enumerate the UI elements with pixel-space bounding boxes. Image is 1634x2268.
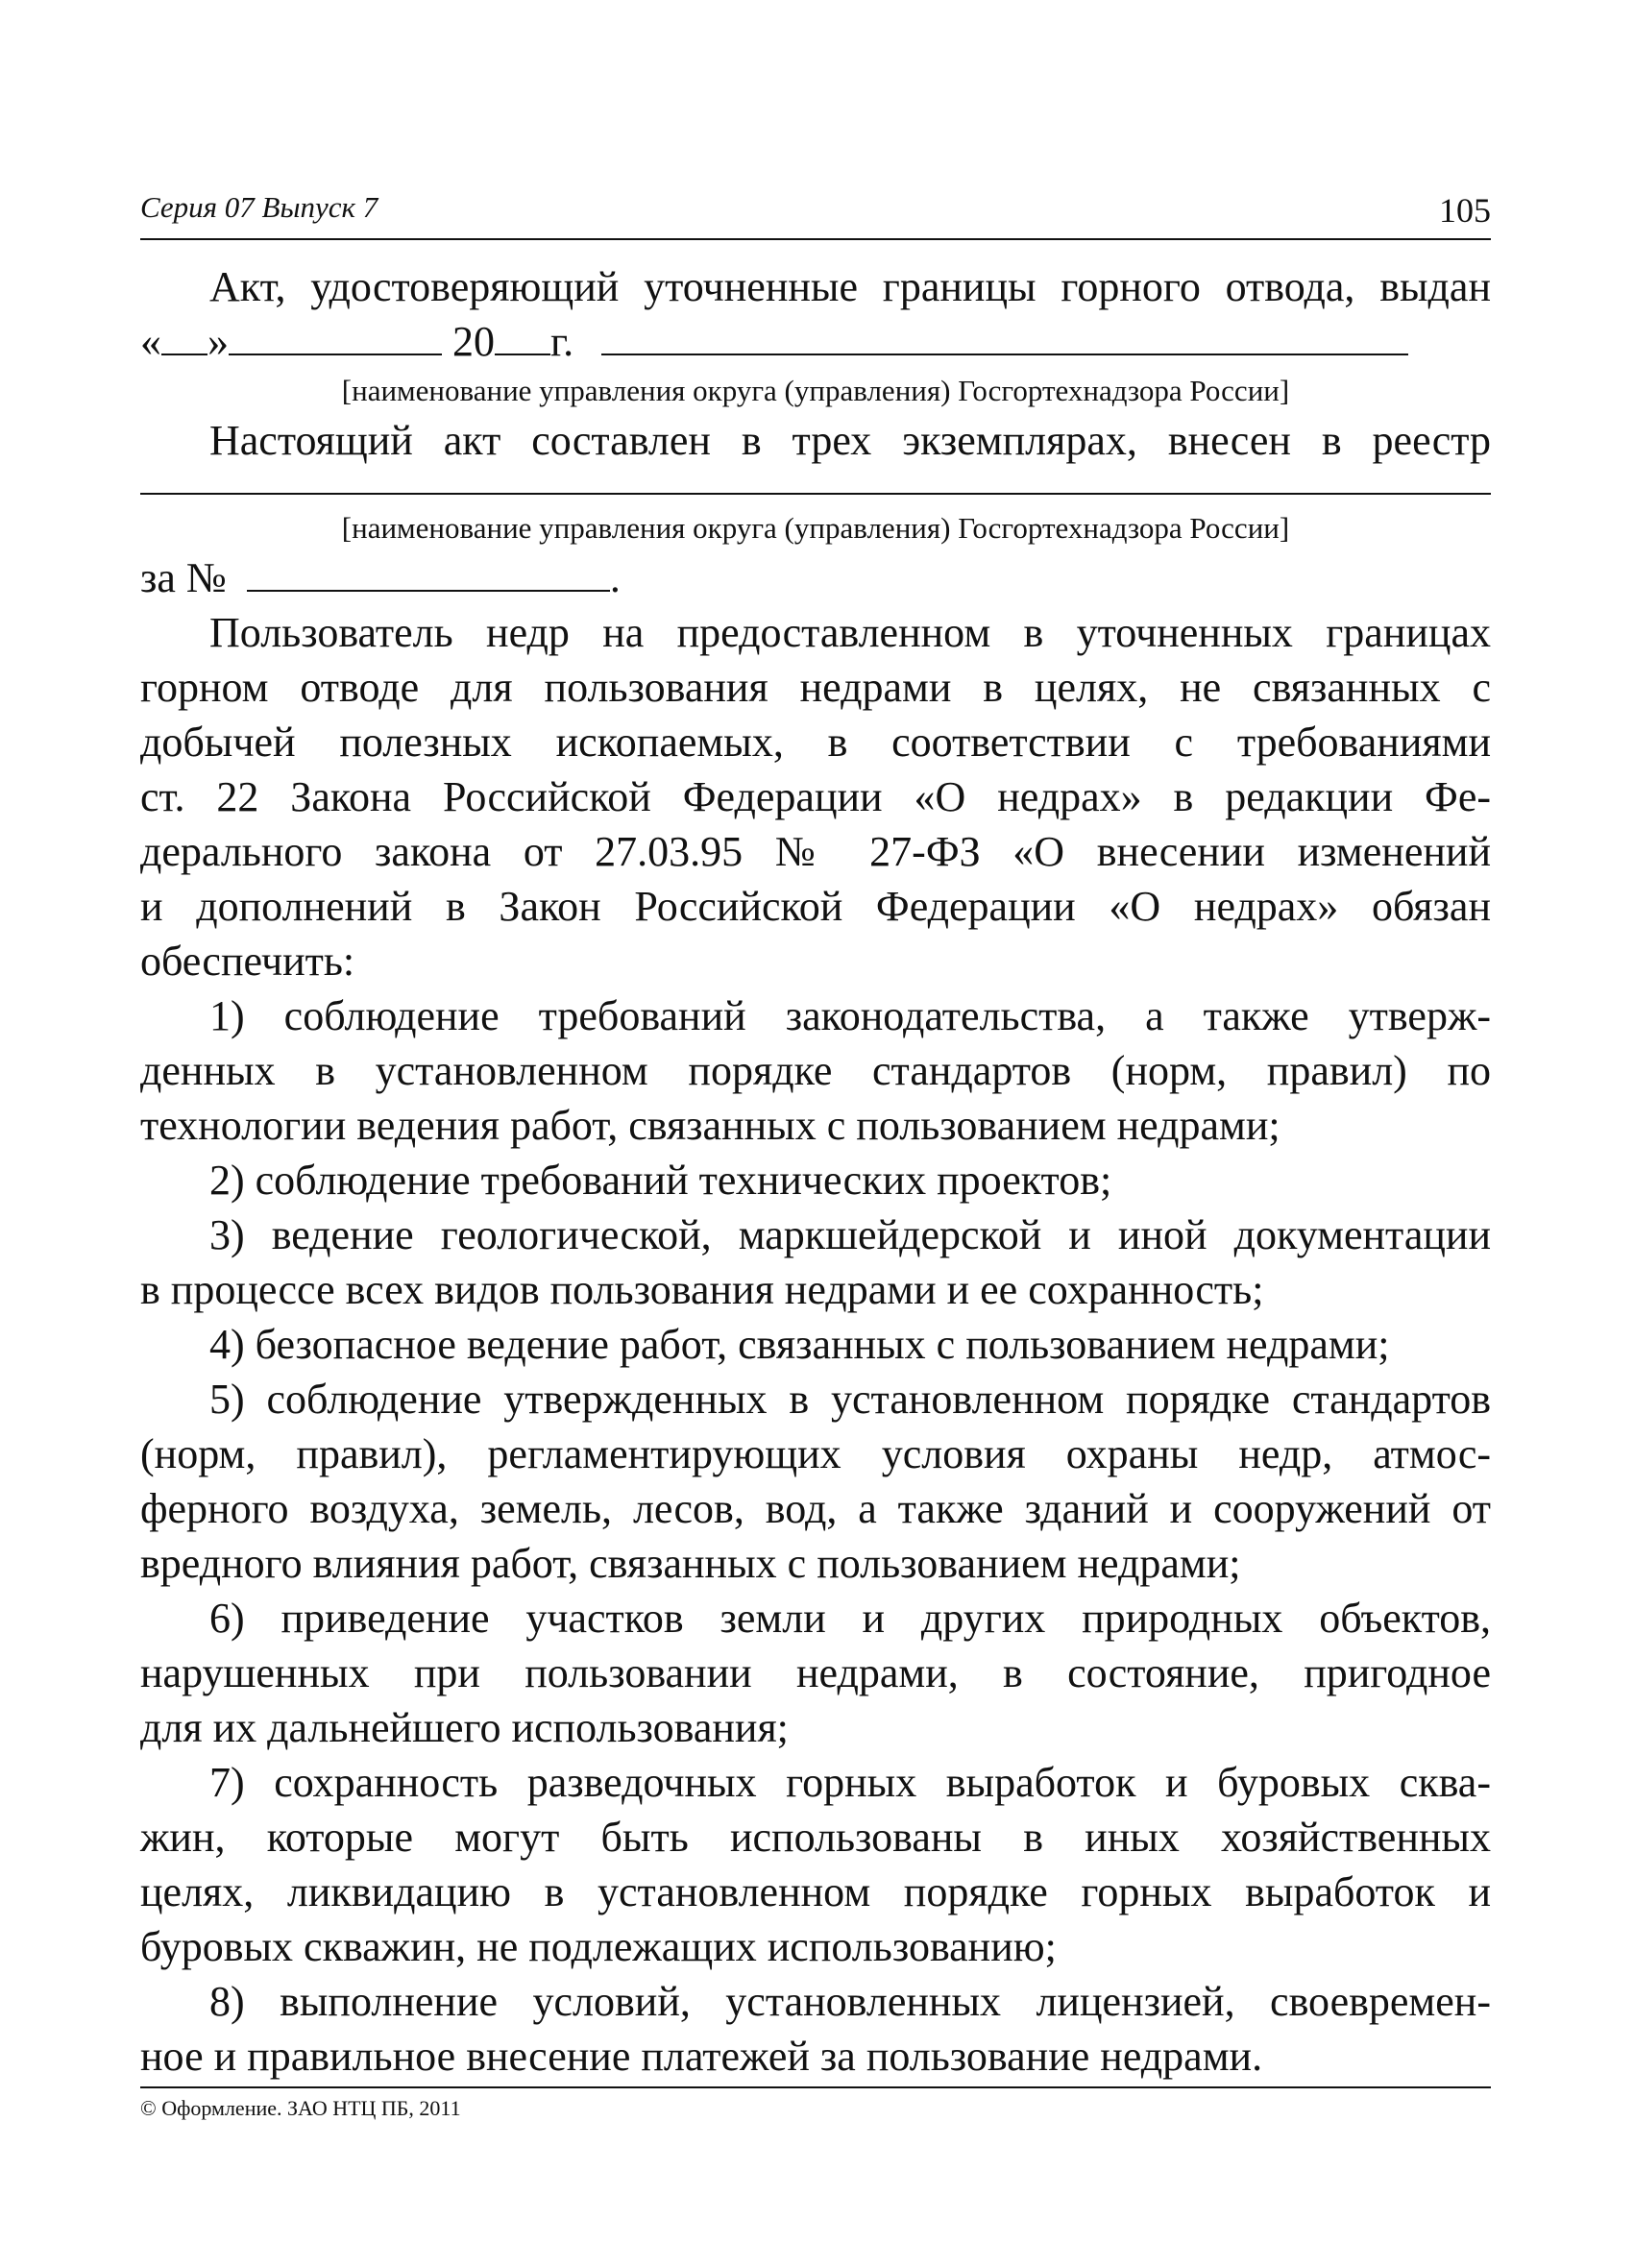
list-item xyxy=(140,1591,1491,1755)
date-line xyxy=(140,314,1491,369)
year-suffix: г. xyxy=(550,318,574,365)
registry-number-label: за № xyxy=(140,554,227,601)
item-line: 5) соблюдение утвержденных в установленном порядке стандартов xyxy=(209,1376,1491,1423)
item-line: 2) соблюдение требований технических проектов; xyxy=(209,1157,1112,1204)
list-item xyxy=(140,1153,1491,1207)
footer-rule xyxy=(140,2086,1491,2088)
paragraph-line: Пользователь недр на предоставленном в уточненных границах xyxy=(209,609,1491,656)
registry-number-line xyxy=(140,550,1491,605)
list-item xyxy=(140,1755,1491,1974)
copyright-footer: © Оформление. ЗАО НТЦ ПБ, 2011 xyxy=(140,2096,461,2120)
item-line: целях, ликвидацию в установленном порядке горных выработок и xyxy=(140,1868,1491,1915)
day-blank xyxy=(161,319,207,355)
item-line: вредного влияния работ, связанных с пользованием недрами; xyxy=(140,1540,1241,1587)
item-line: жин, которые могут быть использованы в иных хозяйственных xyxy=(140,1814,1491,1861)
item-line: 3) ведение геологической, маркшейдерской и иной документации xyxy=(209,1211,1491,1258)
document-body xyxy=(140,259,1491,2084)
item-line: для их дальнейшего использования; xyxy=(140,1704,789,1751)
item-line: в процессе всех видов пользования недрами и ее сохранность; xyxy=(140,1266,1264,1313)
item-line: 6) приведение участков земли и других природных объектов, xyxy=(209,1595,1491,1642)
list-item xyxy=(140,1207,1491,1317)
item-line: денных в установленном порядке стандартов (норм, правил) по xyxy=(140,1047,1491,1094)
date-quote-open: « xyxy=(140,318,161,365)
header-rule xyxy=(140,238,1491,240)
item-line: буровых скважин, не подлежащих использованию; xyxy=(140,1923,1057,1970)
item-line: 1) соблюдение требований законодательства, а также утверж- xyxy=(209,992,1491,1039)
caption-issuer: [наименование управления округа (управления) Госгортехнадзора России] xyxy=(341,374,1290,407)
caption-registry: [наименование управления округа (управления) Госгортехнадзора России] xyxy=(341,511,1290,545)
list-item xyxy=(140,1317,1491,1372)
spacer xyxy=(140,495,1491,506)
series-label: Серия 07 Выпуск 7 xyxy=(140,190,378,224)
date-quote-close: » xyxy=(207,318,229,365)
paragraph-line: дерального закона от 27.03.95 № 27-ФЗ «О внесении изменений xyxy=(140,828,1491,875)
issuer-blank xyxy=(601,319,1408,355)
item-line: 4) безопасное ведение работ, связанных с пользованием недрами; xyxy=(209,1321,1390,1368)
act-line-2: Настоящий акт составлен в трех экземплярах, внесен в реестр xyxy=(209,417,1491,464)
paragraph-line: обеспечить: xyxy=(140,938,355,985)
year-prefix: 20 xyxy=(452,318,495,365)
item-line: нарушенных при пользовании недрами, в состояние, пригодное xyxy=(140,1649,1491,1696)
item-line: ное и правильное внесение платежей за пользование недрами. xyxy=(140,2033,1263,2080)
year-blank xyxy=(495,319,550,355)
month-blank xyxy=(229,319,442,355)
list-item xyxy=(140,988,1491,1153)
page-number: 105 xyxy=(1439,191,1491,230)
act-line-1: Акт, удостоверяющий уточненные границы горного отвода, выдан xyxy=(209,263,1491,310)
paragraph-line: горном отводе для пользования недрами в целях, не связанных с xyxy=(140,664,1491,711)
list-item xyxy=(140,1974,1491,2084)
item-line: (норм, правил), регламентирующих условия охраны недр, атмос- xyxy=(140,1430,1491,1477)
paragraph-line: добычей полезных ископаемых, в соответствии с требованиями xyxy=(140,719,1491,766)
registry-number-blank xyxy=(247,555,610,592)
paragraph-line: и дополнений в Закон Российской Федерации «О недрах» обязан xyxy=(140,883,1491,930)
item-line: ферного воздуха, земель, лесов, вод, а также зданий и сооружений от xyxy=(140,1485,1491,1532)
paragraph-line: ст. 22 Закона Российской Федерации «О недрах» в редакции Фе- xyxy=(140,773,1491,820)
spacer xyxy=(140,468,1491,493)
list-item xyxy=(140,1372,1491,1591)
item-line: 7) сохранность разведочных горных выработок и буровых сква- xyxy=(209,1759,1491,1806)
item-line: 8) выполнение условий, установленных лицензией, своевремен- xyxy=(209,1978,1491,2025)
obligations-paragraph xyxy=(140,605,1491,988)
item-line: технологии ведения работ, связанных с пользованием недрами; xyxy=(140,1102,1280,1149)
registry-period: . xyxy=(609,554,621,601)
page-header xyxy=(140,188,1491,238)
